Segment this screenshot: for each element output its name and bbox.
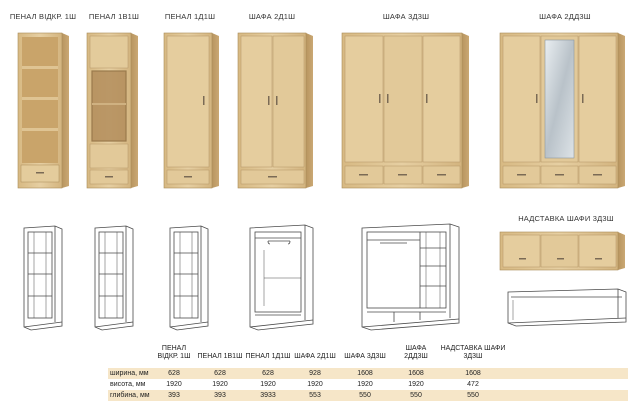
spec-header-shafa-2dd3sh: ШАФА 2ДД3Ш xyxy=(404,345,428,360)
drawing-penal-1d1sh xyxy=(170,226,208,330)
spec-cell: 628 xyxy=(262,369,274,377)
title-penal-open: ПЕНАЛ ВІДКР. 1Ш xyxy=(9,12,77,21)
drawing-penal-1b1sh xyxy=(95,226,133,330)
spec-cell: 1920 xyxy=(212,380,228,388)
spec-header-nadstavka: НАДСТАВКА ШАФИ 3Д3Ш xyxy=(440,345,506,360)
spec-header-penal-open: ПЕНАЛ ВІДКР. 1Ш xyxy=(157,345,191,360)
spec-table xyxy=(108,343,628,405)
spec-cell: 1920 xyxy=(166,380,182,388)
spec-cell: 628 xyxy=(168,369,180,377)
title-penal-1b1sh: ПЕНАЛ 1В1Ш xyxy=(88,12,140,21)
spec-cell: 1608 xyxy=(465,369,481,377)
drawing-penal-open xyxy=(24,226,62,330)
drawing-shafa-2d1sh xyxy=(250,225,313,330)
spec-row-height xyxy=(108,379,628,390)
spec-cell: 553 xyxy=(309,391,321,399)
drawing-nadstavka xyxy=(508,289,626,326)
title-shafa-3d3sh: ШАФА 3Д3Ш xyxy=(382,12,430,21)
spec-cell: 550 xyxy=(467,391,479,399)
spec-cell: 1608 xyxy=(408,369,424,377)
spec-cell: 1920 xyxy=(408,380,424,388)
spec-row-label: ширина, мм xyxy=(110,369,149,377)
spec-cell: 550 xyxy=(359,391,371,399)
spec-cell: 393 xyxy=(214,391,226,399)
spec-cell: 628 xyxy=(214,369,226,377)
title-shafa-2dd3sh: ШАФА 2ДД3Ш xyxy=(539,12,591,21)
spec-row-width xyxy=(108,368,628,379)
spec-header-penal-1b1sh: ПЕНАЛ 1В1Ш xyxy=(197,353,243,360)
spec-row-label: глибина, мм xyxy=(110,391,150,399)
spec-cell: 1920 xyxy=(260,380,276,388)
spec-cell: 393 xyxy=(168,391,180,399)
spec-cell: 3933 xyxy=(260,391,276,399)
spec-header-penal-1d1sh: ПЕНАЛ 1Д1Ш xyxy=(245,353,291,360)
spec-cell: 1608 xyxy=(357,369,373,377)
title-nadstavka: НАДСТАВКА ШАФИ 3Д3Ш xyxy=(518,214,614,223)
spec-cell: 1920 xyxy=(307,380,323,388)
drawing-shafa-3d3sh xyxy=(362,224,459,330)
title-shafa-2d1sh: ШАФА 2Д1Ш xyxy=(248,12,296,21)
spec-header-shafa-2d1sh: ШАФА 2Д1Ш xyxy=(294,353,336,360)
spec-cell: 472 xyxy=(467,380,479,388)
title-penal-1d1sh: ПЕНАЛ 1Д1Ш xyxy=(164,12,216,21)
spec-cell: 550 xyxy=(410,391,422,399)
spec-cell: 928 xyxy=(309,369,321,377)
spec-row-label: висота, мм xyxy=(110,380,146,388)
spec-cell: 1920 xyxy=(357,380,373,388)
spec-header-shafa-3d3sh: ШАФА 3Д3Ш xyxy=(344,353,386,360)
spec-row-depth xyxy=(108,390,628,401)
